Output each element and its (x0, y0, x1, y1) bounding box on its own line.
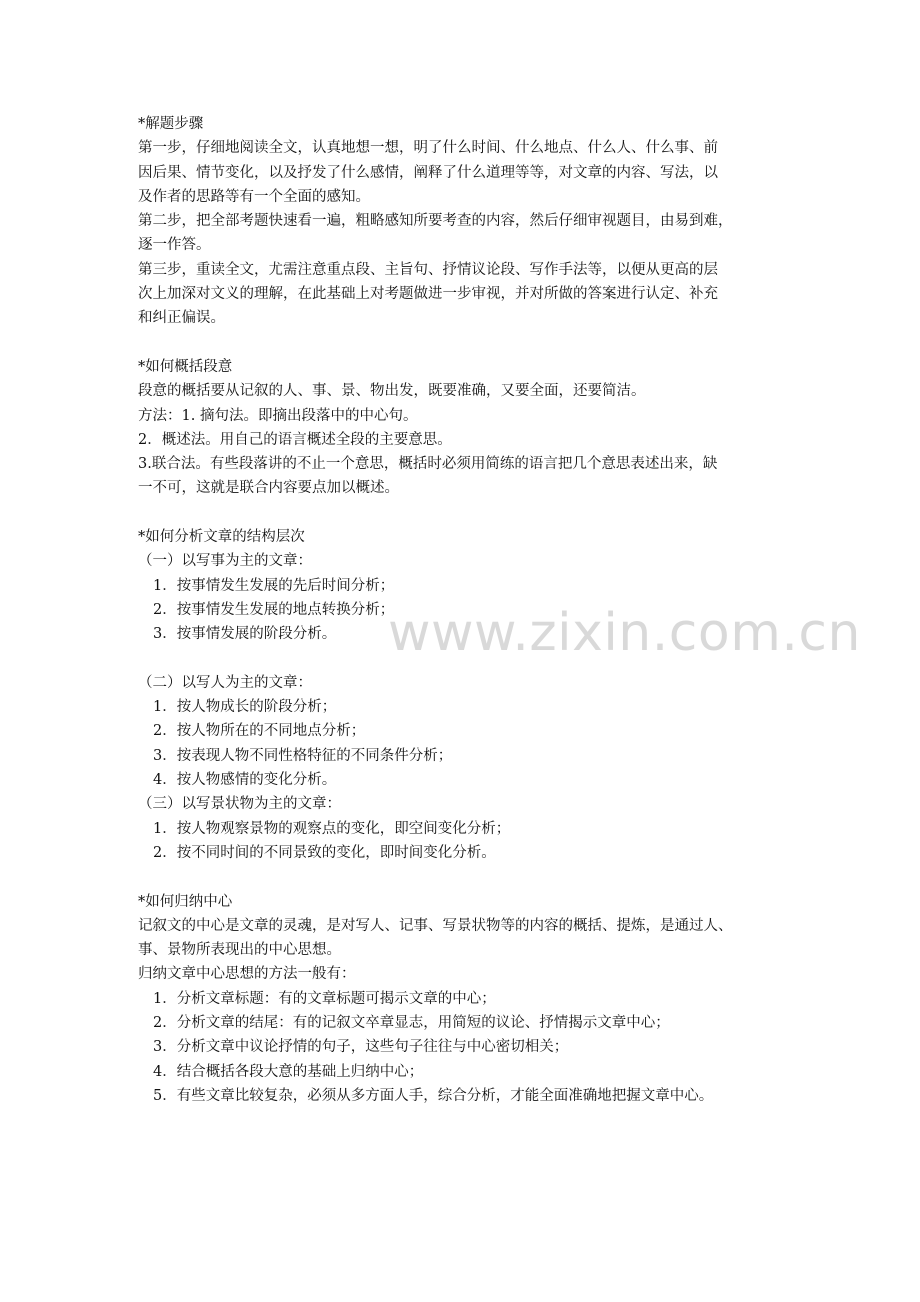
blank-line (138, 647, 788, 671)
text-line: 及作者的思路等有一个全面的感知。 (138, 188, 370, 205)
text-line: 记叙文的中心是文章的灵魂，是对写人、记事、写景状物等的内容的概括、提炼，是通过人、 (138, 917, 733, 934)
blank-line (138, 501, 788, 525)
text-line: 1．按人物成长的阶段分析； (153, 699, 337, 716)
text-line: 2．分析文章的结尾：有的记叙文卒章显志，用简短的议论、抒情揭示文章中心； (153, 1014, 670, 1031)
text-line: 归纳文章中心思想的方法一般有： (138, 966, 356, 983)
text-line: 事、景物所表现出的中心思想。 (138, 942, 341, 959)
text-line: 方法：1. 摘句法。即摘出段落中的中心句。 (138, 407, 418, 424)
text-line: 逐一作答。 (138, 237, 211, 254)
watermark: www.zixin.com.cn (388, 603, 861, 663)
text-line: 第一步，仔细地阅读全文，认真地想一想，明了什么时间、什么地点、什么人、什么事、前 (138, 140, 718, 157)
text-line: 2．概述法。用自己的语言概述全段的主要意思。 (138, 431, 452, 448)
text-line: 第三步，重读全文，尤需注意重点段、主旨句、抒情议论段、写作手法等，以便从更高的层 (138, 261, 718, 278)
text-line: 和纠正偏误。 (138, 310, 225, 327)
text-line: 2．按事情发生发展的地点转换分析； (153, 601, 395, 618)
text-line: 第二步，把全部考题快速看一遍，粗略感知所要考查的内容，然后仔细审视题目，由易到难， (138, 213, 733, 230)
text-line: 因后果、情节变化，以及抒发了什么感情，阐释了什么道理等等，对文章的内容、写法，以 (138, 164, 718, 181)
section-heading: *解题步骤 (138, 116, 204, 132)
text-line: 一不可，这就是联合内容要点加以概述。 (138, 480, 399, 497)
blank-line (138, 331, 788, 355)
text-line: 3．按事情发展的阶段分析。 (153, 626, 337, 643)
text-line: 3．分析文章中议论抒情的句子，这些句子往往与中心密切相关； (153, 1039, 569, 1056)
text-line: （三）以写景状物为主的文章： (138, 796, 341, 813)
text-line: （一）以写事为主的文章： (138, 553, 312, 570)
section-heading: *如何归纳中心 (138, 893, 233, 910)
text-line: 2．按人物所在的不同地点分析； (153, 723, 366, 740)
text-line: 3.联合法。有些段落讲的不止一个意思，概括时必须用简练的语言把几个意思表述出来，缺 (138, 456, 718, 473)
text-line: （二）以写人为主的文章： (138, 674, 312, 691)
document-body (138, 112, 788, 1108)
text-line: 4．结合概括各段大意的基础上归纳中心； (153, 1063, 424, 1080)
section-heading: *如何分析文章的结构层次 (138, 529, 305, 546)
text-line: 次上加深对文义的理解，在此基础上对考题做进一步审视，并对所做的答案进行认定、补充 (138, 286, 718, 303)
text-line: 段意的概括要从记叙的人、事、景、物出发，既要准确，又要全面，还要简洁。 (138, 383, 646, 400)
text-line: 1．分析文章标题：有的文章标题可揭示文章的中心； (153, 990, 496, 1007)
text-line: 1．按人物观察景物的观察点的变化，即空间变化分析； (153, 820, 511, 837)
text-line: 4．按人物感情的变化分析。 (153, 772, 337, 789)
text-line: 2．按不同时间的不同景致的变化，即时间变化分析。 (153, 844, 496, 861)
blank-line (138, 865, 788, 889)
section-heading: *如何概括段意 (138, 358, 233, 375)
text-line: 1．按事情发生发展的先后时间分析； (153, 577, 395, 594)
text-line: 5．有些文章比较复杂，必须从多方面人手，综合分析，才能全面准确地把握文章中心。 (153, 1087, 714, 1104)
text-line: 3．按表现人物不同性格特征的不同条件分析； (153, 747, 453, 764)
